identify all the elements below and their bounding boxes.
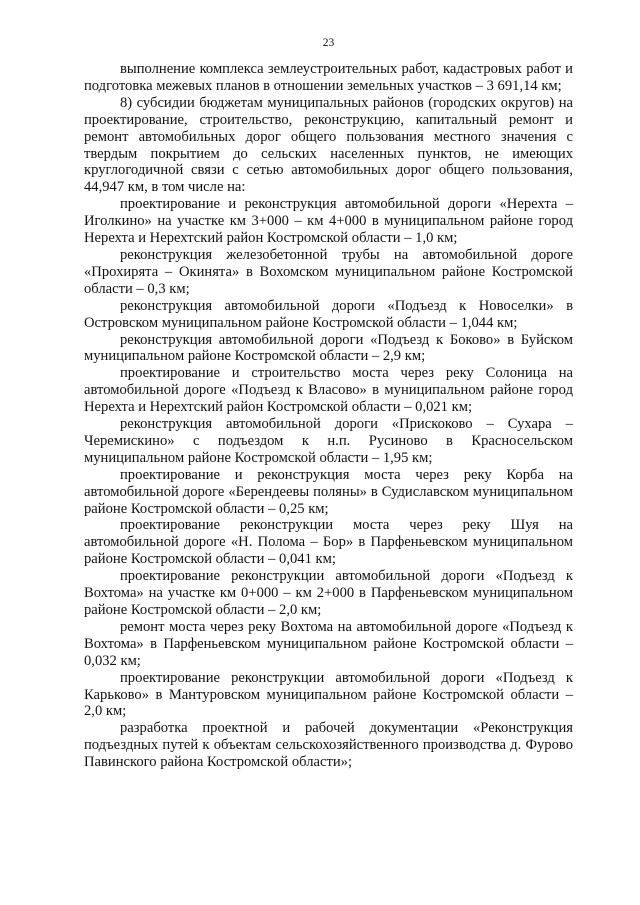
list-item-bridge-shuya: проектирование реконструкции моста через реку Шуя на автомобильной дороге «Н. Полома – Бор» в Парфеньевском муниципальном районе Костромской области – 0,041 км; xyxy=(84,517,573,568)
list-item-bridge-vokhtoma-repair: ремонт моста через реку Вохтома на автомобильной дороге «Подъезд к Вохтома» в Парфеньевском муниципальном районе Костромской области – 0,032 км; xyxy=(84,618,573,669)
document-page xyxy=(84,0,573,905)
list-item-podezd-novoselki: реконструкция автомобильной дороги «Подъезд к Новоселки» в Островском муниципальном районе Костромской области – 1,044 км; xyxy=(84,297,573,331)
list-item-nerekhta-igolkino: проектирование и реконструкция автомобильной дороги «Нерехта – Иголкино» на участке км 3+000 – км 4+000 в муниципальном районе город Нерехта и Нерехтский район Костромской области – 1,0 км; xyxy=(84,196,573,247)
list-item-bridge-korba: проектирование и реконструкция моста через реку Корба на автомобильной дороге «Берендеевы поляны» в Судиславском муниципальном районе Костромской области – 0,25 км; xyxy=(84,466,573,517)
page-number: 23 xyxy=(322,37,335,49)
list-item-bridge-solonitsa: проектирование и строительство моста через реку Солоница на автомобильной дороге «Подъезд к Власово» в муниципальном районе город Нерехта и Нерехтский район Костромской области – 0,021 км; xyxy=(84,365,573,416)
list-item-podezd-karkovo: проектирование реконструкции автомобильной дороги «Подъезд к Карьково» в Мантуровском муниципальном районе Костромской области – 2,0 км; xyxy=(84,669,573,720)
list-item-furovo-documentation: разработка проектной и рабочей документации «Реконструкция подъездных путей к объектам сельскохозяйственного производства д. Фурово Павинского района Костромской области»; xyxy=(84,720,573,771)
list-item-podezd-vokhtoma-design: проектирование реконструкции автомобильной дороги «Подъезд к Вохтома» на участке км 0+000 – км 2+000 в Парфеньевском муниципальном районе Костромской области – 2,0 км; xyxy=(84,568,573,618)
paragraph-land-survey-works: выполнение комплекса землеустроительных работ, кадастровых работ и подготовка межевых планов в отношении земельных участков – 3 691,14 км; xyxy=(84,61,573,94)
document-body xyxy=(84,61,573,771)
paragraph-subsidies-municipal-roads: 8) субсидии бюджетам муниципальных районов (городских округов) на проектирование, строительство, реконструкцию, капитальный ремонт и ремонт автомобильных дорог общего пользования местного значения с твердым покрытием до сельских населенных пунктов, не имеющих круглогодичной связи с сетью автомобильных дорог общего пользования, 44,947 км, в том числе на: xyxy=(84,94,573,196)
list-item-podezd-bokovo: реконструкция автомобильной дороги «Подъезд к Боково» в Буйском муниципальном районе Костромской области – 2,9 км; xyxy=(84,331,573,365)
list-item-prokhiryata-okinyata: реконструкция железобетонной трубы на автомобильной дороге «Прохирята – Окинята» в Вохомском муниципальном районе Костромской области – 0,3 км; xyxy=(84,246,573,297)
list-item-priskokovo-sukhara: реконструкция автомобильной дороги «Прискоково – Сухара – Черемискино» с подъездом к н.п. Русиново в Красносельском муниципальном районе Костромской области – 1,95 км; xyxy=(84,416,573,466)
